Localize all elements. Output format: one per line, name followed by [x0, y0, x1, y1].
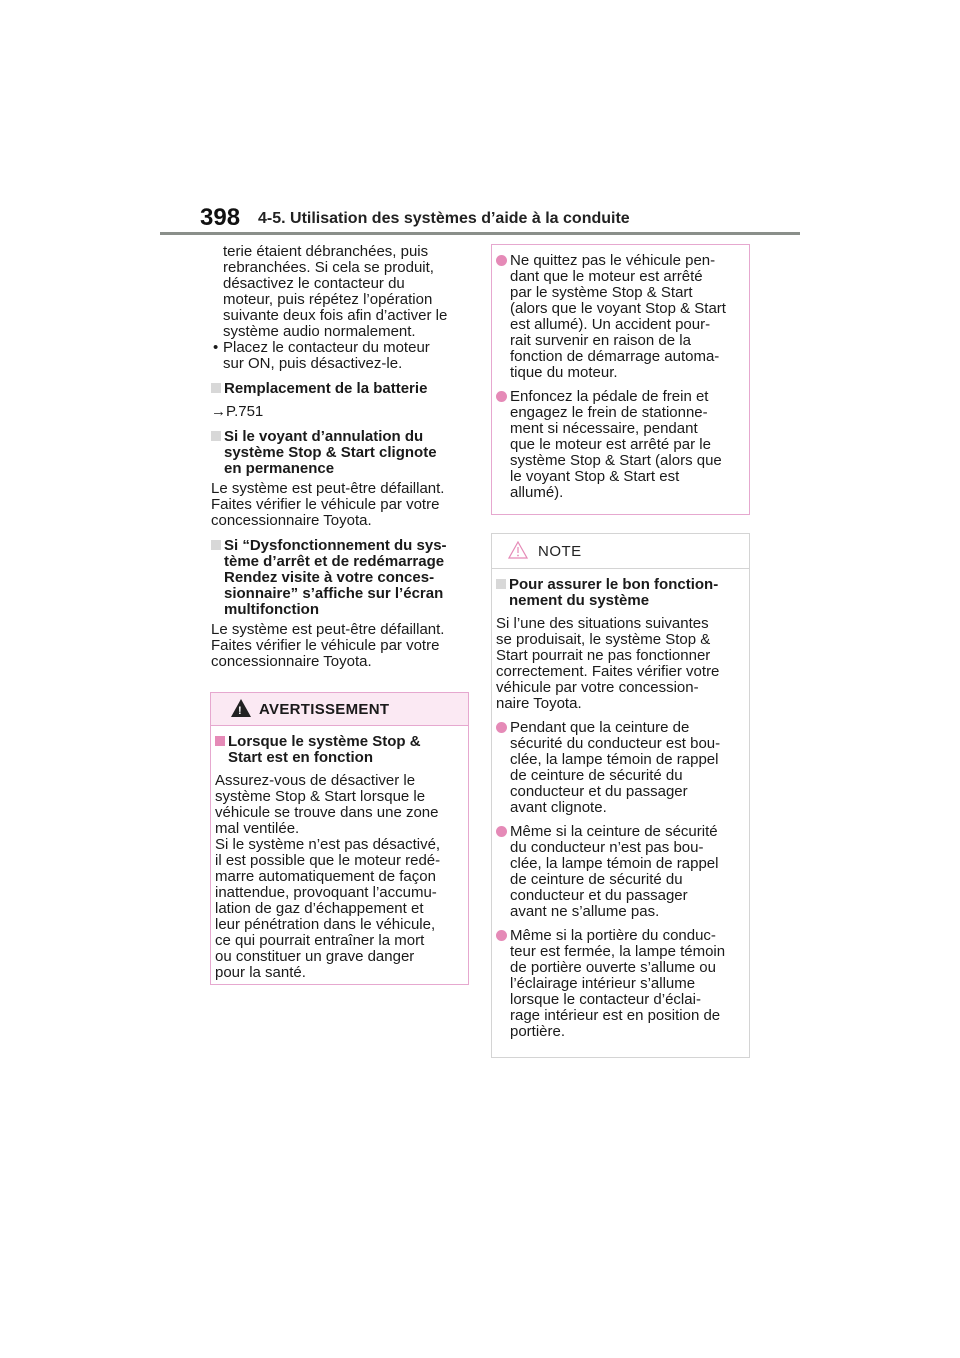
text-line: Si l’une des situations suivantes: [496, 615, 709, 632]
section-heading-malfunction: [211, 538, 469, 618]
text-line: teur est fermée, la lampe témoin: [510, 943, 726, 960]
warning-title: AVERTISSEMENT: [259, 701, 390, 718]
text-line: désactivez le contacteur du: [223, 275, 405, 292]
section-body: [211, 481, 469, 529]
section-heading-battery: [211, 381, 469, 397]
left-column: [211, 244, 469, 670]
square-bullet-icon: [496, 579, 506, 589]
text-line: Assurez-vous de désactiver le: [215, 772, 416, 789]
heading-text: en permanence: [224, 460, 335, 477]
text-line: sécurité du conducteur est bou-: [510, 735, 721, 752]
text-line: par le système Stop & Start: [510, 284, 693, 301]
heading-text: Si le voyant d’annulation du: [224, 428, 424, 445]
text-line: dant que le moteur est arrêté: [510, 268, 703, 285]
text-line: ment si nécessaire, pendant: [510, 420, 698, 437]
text-line: lation de gaz d’échappement et: [215, 900, 424, 917]
warning-text: [215, 773, 464, 981]
page-number: 398: [200, 204, 241, 231]
text-line: Même si la ceinture de sécurité: [510, 823, 718, 840]
text-line: du conducteur n’est pas bou-: [510, 839, 704, 856]
note-intro: [496, 616, 745, 712]
text-line: Ne quittez pas le véhicule pen-: [510, 252, 716, 269]
exclamation-icon: !: [238, 705, 242, 717]
text-line: marre automatiquement de façon: [215, 868, 436, 885]
text-line: se produisait, le système Stop &: [496, 631, 711, 648]
text-line: correctement. Faites vérifier votre: [496, 663, 720, 680]
round-bullet-icon: [496, 391, 507, 402]
text-line: portière.: [510, 1023, 566, 1040]
square-bullet-icon: [211, 540, 221, 550]
warning-title-bar: [211, 693, 468, 726]
note-body: [492, 569, 749, 1040]
text-line: de portière ouverte s’allume ou: [510, 959, 716, 976]
text-line: système Stop & Start (alors que: [510, 452, 722, 469]
text-line: suivante deux fois afin d’activer le: [223, 307, 448, 324]
caution-triangle-icon: [508, 541, 528, 559]
heading-text: multifonction: [224, 601, 319, 618]
header-rule: [160, 232, 800, 235]
note-heading: [496, 577, 745, 609]
text-line: inattendue, provoquant l’accumu-: [215, 884, 437, 901]
heading-text: Si “Dysfonctionnement du sys-: [224, 537, 447, 554]
chapter-title: 4-5. Utilisation des systèmes d’aide à la conduite: [258, 210, 630, 227]
text-line: Même si la portière du conduc-: [510, 927, 716, 944]
text-line: système audio normalement.: [223, 323, 416, 340]
text-line: conducteur et du passager: [510, 887, 688, 904]
text-line: Start pourrait ne pas fonctionner: [496, 647, 711, 664]
text-line: Pendant que la ceinture de: [510, 719, 690, 736]
warning-item: [496, 253, 745, 381]
text-line: Si le système n’est pas désactivé,: [215, 836, 441, 853]
heading-text: tème d’arrêt et de redémarrage: [224, 553, 445, 570]
text-line: système Stop & Start lorsque le: [215, 788, 426, 805]
text-line: concessionnaire Toyota.: [211, 512, 372, 529]
heading-text: sionnaire” s’affiche sur l’écran: [224, 585, 444, 602]
page-reference: →P.751: [211, 403, 264, 420]
note-box: [491, 533, 750, 1058]
continued-paragraph: [211, 244, 469, 340]
text-line: clée, la lampe témoin de rappel: [510, 855, 719, 872]
square-bullet-icon: [215, 736, 225, 746]
heading-text: nement du système: [509, 592, 650, 609]
text-line: avant ne s’allume pas.: [510, 903, 660, 920]
text-line: mal ventilée.: [215, 820, 300, 837]
text-line: de ceinture de sécurité du: [510, 871, 683, 888]
round-bullet-icon: [496, 930, 507, 941]
text-line: véhicule se trouve dans une zone: [215, 804, 439, 821]
text-line: • Placez le contacteur du moteur: [223, 339, 430, 356]
note-item: [496, 720, 745, 816]
text-line: Faites vérifier le véhicule par votre: [211, 637, 440, 654]
note-title-bar: [492, 534, 749, 569]
heading-text: Remplacement de la batterie: [224, 380, 428, 397]
text-line: concessionnaire Toyota.: [211, 653, 372, 670]
text-line: lorsque le contacteur d’éclai-: [510, 991, 701, 1008]
text-line: allumé).: [510, 484, 564, 501]
heading-text: système Stop & Start clignote: [224, 444, 437, 461]
text-line: Faites vérifier le véhicule par votre: [211, 496, 440, 513]
warning-item: [496, 389, 745, 501]
note-item: [496, 928, 745, 1040]
text-line: rait survenir en raison de la: [510, 332, 691, 349]
text-line: rage intérieur est en position de: [510, 1007, 721, 1024]
text-line: ou constituer un grave danger: [215, 948, 415, 965]
text-line: il est possible que le moteur redé-: [215, 852, 441, 869]
text-line: avant clignote.: [510, 799, 607, 816]
text-line: Le système est peut-être défaillant.: [211, 480, 445, 497]
heading-text: Pour assurer le bon fonction-: [509, 576, 719, 593]
text-line: naire Toyota.: [496, 695, 582, 712]
text-line: conducteur et du passager: [510, 783, 688, 800]
note-title: NOTE: [538, 543, 582, 560]
warning-heading: [215, 734, 464, 766]
section-body: [211, 622, 469, 670]
text-line: Enfoncez la pédale de frein et: [510, 388, 709, 405]
heading-text: Lorsque le système Stop &: [228, 733, 421, 750]
text-line: clée, la lampe témoin de rappel: [510, 751, 719, 768]
text-line: terie étaient débranchées, puis: [223, 243, 429, 260]
text-line: véhicule par votre concession-: [496, 679, 699, 696]
note-item: [496, 824, 745, 920]
text-line: ce qui pourrait entraîner la mort: [215, 932, 425, 949]
text-line: est allumé). Un accident pour-: [510, 316, 711, 333]
text-line: rebranchées. Si cela se produit,: [223, 259, 434, 276]
text-line: le voyant Stop & Start est: [510, 468, 680, 485]
text-line: que le moteur est arrêté par le: [510, 436, 711, 453]
round-bullet-icon: [496, 826, 507, 837]
round-bullet-icon: [496, 722, 507, 733]
warning-box: [210, 692, 469, 985]
text-line: de ceinture de sécurité du: [510, 767, 683, 784]
square-bullet-icon: [211, 383, 221, 393]
round-bullet-icon: [496, 255, 507, 266]
section-heading-indicator: [211, 429, 469, 477]
text-line: pour la santé.: [215, 964, 306, 981]
text-line: moteur, puis répétez l’opération: [223, 291, 433, 308]
text-line: engagez le frein de stationne-: [510, 404, 708, 421]
heading-text: Rendez visite à votre conces-: [224, 569, 435, 586]
text-line: tique du moteur.: [510, 364, 618, 381]
text-line: sur ON, puis désactivez-le.: [223, 355, 403, 372]
bullet-item: [211, 340, 469, 372]
text-line: (alors que le voyant Stop & Start: [510, 300, 726, 317]
text-line: leur pénétration dans le véhicule,: [215, 916, 436, 933]
text-line: l’éclairage intérieur s’allume: [510, 975, 696, 992]
heading-text: Start est en fonction: [228, 749, 374, 766]
warning-continued-box: [491, 244, 750, 515]
text-line: fonction de démarrage automa-: [510, 348, 720, 365]
warning-body: [211, 726, 468, 981]
square-bullet-icon: [211, 431, 221, 441]
text-line: Le système est peut-être défaillant.: [211, 621, 445, 638]
